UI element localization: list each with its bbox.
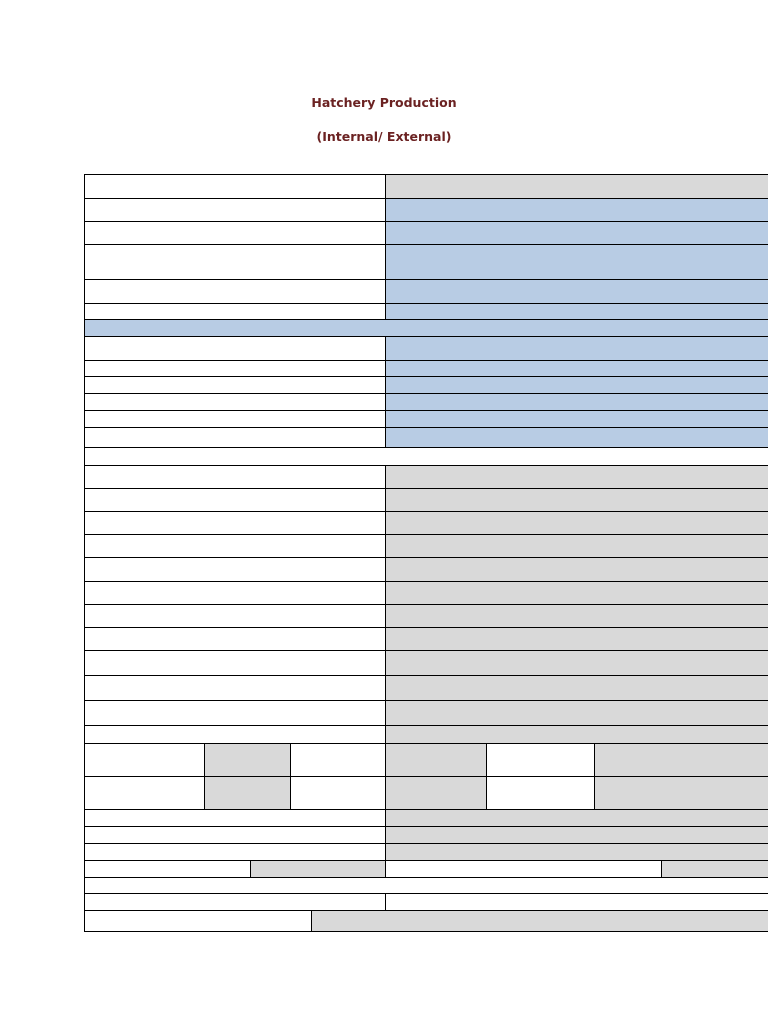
input-cell[interactable] <box>595 744 768 777</box>
section-header-row <box>85 448 768 466</box>
section-header-cell <box>85 448 768 466</box>
input-cell[interactable] <box>386 394 768 411</box>
label-cell <box>85 911 312 932</box>
input-cell[interactable] <box>386 222 768 245</box>
form-row <box>85 558 768 582</box>
label-cell <box>85 535 386 558</box>
input-cell[interactable] <box>662 861 768 878</box>
form-row <box>85 701 768 726</box>
split-row <box>85 744 768 777</box>
form-row <box>85 466 768 489</box>
label-cell <box>291 744 386 777</box>
label-cell <box>85 628 386 651</box>
input-cell[interactable] <box>386 777 487 810</box>
input-cell[interactable] <box>386 744 487 777</box>
label-cell <box>487 777 595 810</box>
label-cell <box>85 337 386 361</box>
input-cell[interactable] <box>386 827 768 844</box>
label-cell <box>85 605 386 628</box>
form-row <box>85 489 768 512</box>
form-row <box>85 676 768 701</box>
input-cell[interactable] <box>386 810 768 827</box>
form-row <box>85 361 768 377</box>
label-cell <box>85 411 386 428</box>
label-cell <box>85 466 386 489</box>
input-cell[interactable] <box>386 628 768 651</box>
label-cell <box>85 582 386 605</box>
label-cell <box>85 377 386 394</box>
input-cell[interactable] <box>386 894 768 911</box>
input-cell[interactable] <box>386 377 768 394</box>
label-cell <box>85 199 386 222</box>
form-row <box>85 394 768 411</box>
split-row <box>85 861 768 878</box>
split-row <box>85 777 768 810</box>
input-cell[interactable] <box>386 512 768 535</box>
input-cell[interactable] <box>205 744 291 777</box>
input-cell[interactable] <box>386 411 768 428</box>
input-cell[interactable] <box>386 304 768 320</box>
label-cell <box>85 558 386 582</box>
input-cell[interactable] <box>386 651 768 676</box>
input-cell[interactable] <box>386 428 768 448</box>
input-cell[interactable] <box>205 777 291 810</box>
input-cell[interactable] <box>386 726 768 744</box>
form-row <box>85 535 768 558</box>
input-cell[interactable] <box>386 582 768 605</box>
hatchery-production-form <box>84 174 768 932</box>
label-cell <box>85 304 386 320</box>
label-cell <box>85 245 386 280</box>
form-row <box>85 337 768 361</box>
label-cell <box>85 701 386 726</box>
label-cell <box>85 651 386 676</box>
label-cell <box>85 777 205 810</box>
input-cell[interactable] <box>386 175 768 199</box>
input-cell[interactable] <box>386 535 768 558</box>
label-cell <box>85 361 386 377</box>
document-title: Hatchery Production <box>311 95 457 110</box>
form-row <box>85 222 768 245</box>
form-row <box>85 245 768 280</box>
label-cell <box>85 175 386 199</box>
form-row <box>85 304 768 320</box>
input-cell[interactable] <box>386 844 768 861</box>
input-cell[interactable] <box>386 676 768 701</box>
form-row <box>85 628 768 651</box>
input-cell[interactable] <box>386 280 768 304</box>
input-cell[interactable] <box>251 861 386 878</box>
form-row <box>85 377 768 394</box>
form-row <box>85 411 768 428</box>
document-subtitle: (Internal/ External) <box>316 129 452 144</box>
form-row <box>85 605 768 628</box>
form-row <box>85 199 768 222</box>
label-cell <box>85 861 251 878</box>
label-cell <box>85 280 386 304</box>
label-cell <box>85 844 386 861</box>
form-row <box>85 827 768 844</box>
input-cell[interactable] <box>595 777 768 810</box>
label-cell <box>85 827 386 844</box>
section-header-row <box>85 320 768 337</box>
label-cell <box>85 394 386 411</box>
input-cell[interactable] <box>312 911 768 932</box>
form-row <box>85 894 768 911</box>
input-cell[interactable] <box>386 489 768 512</box>
label-cell <box>85 894 386 911</box>
form-row <box>85 512 768 535</box>
form-row <box>85 844 768 861</box>
input-cell[interactable] <box>386 466 768 489</box>
label-cell <box>85 726 386 744</box>
section-header-cell <box>85 320 768 337</box>
label-cell <box>85 676 386 701</box>
label-cell <box>85 428 386 448</box>
label-cell <box>291 777 386 810</box>
form-row <box>85 726 768 744</box>
input-cell[interactable] <box>386 337 768 361</box>
section-header-cell <box>85 878 768 894</box>
label-cell <box>85 489 386 512</box>
form-row <box>85 582 768 605</box>
label-cell <box>85 810 386 827</box>
input-cell[interactable] <box>386 605 768 628</box>
input-cell[interactable] <box>386 558 768 582</box>
label-cell <box>85 512 386 535</box>
label-cell <box>85 744 205 777</box>
form-row <box>85 428 768 448</box>
input-cell[interactable] <box>386 199 768 222</box>
form-row <box>85 651 768 676</box>
label-cell <box>487 744 595 777</box>
label-cell <box>85 222 386 245</box>
form-row <box>85 175 768 199</box>
label-cell <box>386 861 662 878</box>
split-row <box>85 911 768 932</box>
section-header-row <box>85 878 768 894</box>
input-cell[interactable] <box>386 361 768 377</box>
form-row <box>85 280 768 304</box>
input-cell[interactable] <box>386 245 768 280</box>
input-cell[interactable] <box>386 701 768 726</box>
form-row <box>85 810 768 827</box>
